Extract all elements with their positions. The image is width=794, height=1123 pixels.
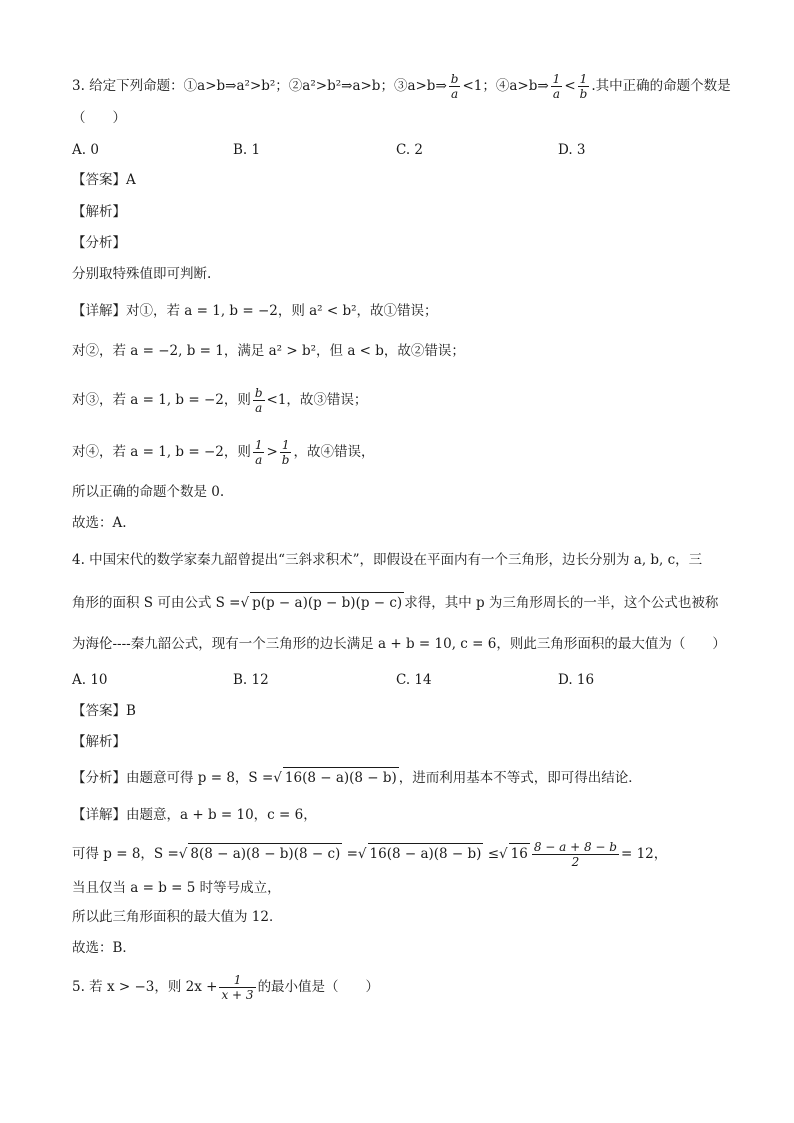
q4-choice-b: B. 12 [233, 672, 269, 688]
q3-detail4-frac-b: $\frac{1}{b}$ [281, 438, 290, 467]
q3-detail3-frac: $\frac{b}{a}$ [254, 386, 263, 415]
q3-jiexi: 【解析】 [72, 204, 126, 220]
q3-detail4-frac-a: $\frac{1}{a}$ [254, 438, 263, 467]
q4-stem-line-1: 4. 中国宋代的数学家秦九韶曾提出“三斜求积术”，即假设在平面内有一个三角形，边长分别为 a, b, c，三 [72, 552, 703, 568]
q4-stem-line-3: 为海伦----秦九韶公式，现有一个三角形的边长满足 a + b = 10, c = 6，则此三角形面积的最大值为（ ） [72, 636, 726, 652]
q3-detail-1: 【详解】对①，若 a = 1, b = −2，则 a² < b²，故①错误； [72, 303, 438, 319]
q3-select: 故选：A. [72, 515, 127, 531]
q3-choice-d: D. 3 [558, 142, 586, 158]
q4-choice-c: C. 14 [396, 672, 432, 688]
q4-am-gm-frac: $\frac{8 - a + 8 - b}{2}$ [533, 840, 617, 869]
q4-answer: 【答案】B [72, 703, 136, 719]
q3-conclusion: 所以正确的命题个数是 0. [72, 484, 225, 500]
q4-fenxi: 【分析】由题意可得 p = 8，S =√ 16(8 − a)(8 − b) ，进而利用基本不等式，即可得出结论． [72, 767, 642, 788]
q3-choice-b: B. 1 [233, 142, 261, 158]
q4-select: 故选：B． [72, 940, 136, 956]
q3-fenxi-text: 分别取特殊值即可判断. [72, 266, 212, 282]
q3-detail-4: 对④，若 a = 1, b = −2，则 $\frac{1}{a}$ > $\frac{1}{b}$ ，故④错误， [72, 438, 375, 467]
q4-detail-1: 【详解】由题意，a + b = 10，c = 6， [72, 807, 317, 823]
q4-choice-a: A. 10 [72, 672, 108, 688]
q3-paren: （ ） [72, 110, 126, 126]
q4-stem-line-2: 角形的面积 S 可由公式 S =√ p(p − a)(p − b)(p − c) 求得，其中 p 为三角形周长的一半，这个公式也被称 [72, 592, 718, 613]
q3-frac-1-over-b: $\frac{1}{b}$ [579, 72, 588, 101]
q3-choice-a: A. 0 [72, 142, 99, 158]
q4-detail-2: 可得 p = 8，S =√ 8(8 − a)(8 − b)(8 − c) =√ 16(8 − a)(8 − b) ≤√ 16 $\frac{8 - a + 8 - b}{2}$ = 12， [72, 840, 668, 869]
q5-frac: $\frac{1}{x + 3}$ [221, 973, 254, 1002]
q3-frac-1-over-a: $\frac{1}{a}$ [552, 72, 561, 101]
q4-jiexi: 【解析】 [72, 734, 126, 750]
q3-stem: 3. 给定下列命题：①a>b⇒a²>b²；②a²>b²⇒a>b；③a>b⇒ $\frac{b}{a}$ <1；④a>b⇒ $\frac{1}{a}$ < $\frac{1}{b}$ .其中正确的命题个数是 [72, 72, 731, 101]
q3-detail-2: 对②，若 a = −2, b = 1，满足 a² > b²，但 a < b，故②错误； [72, 343, 465, 359]
q4-choice-d: D. 16 [558, 672, 595, 688]
q3-answer: 【答案】A [72, 172, 136, 188]
q4-heron-radicand: p(p − a)(p − b)(p − c) [250, 592, 404, 613]
q3-frac-b-over-a: $\frac{b}{a}$ [450, 72, 459, 101]
q3-fenxi: 【分析】 [72, 235, 126, 251]
q4-detail-3: 当且仅当 a = b = 5 时等号成立， [72, 880, 281, 896]
q3-choice-c: C. 2 [396, 142, 424, 158]
q4-detail-4: 所以此三角形面积的最大值为 12． [72, 909, 283, 925]
q5-stem: 5. 若 x > −3，则 2x + $\frac{1}{x + 3}$ 的最小值是（ ） [72, 973, 380, 1002]
q3-detail-3: 对③，若 a = 1, b = −2，则 $\frac{b}{a}$ <1，故③错误； [72, 386, 368, 415]
